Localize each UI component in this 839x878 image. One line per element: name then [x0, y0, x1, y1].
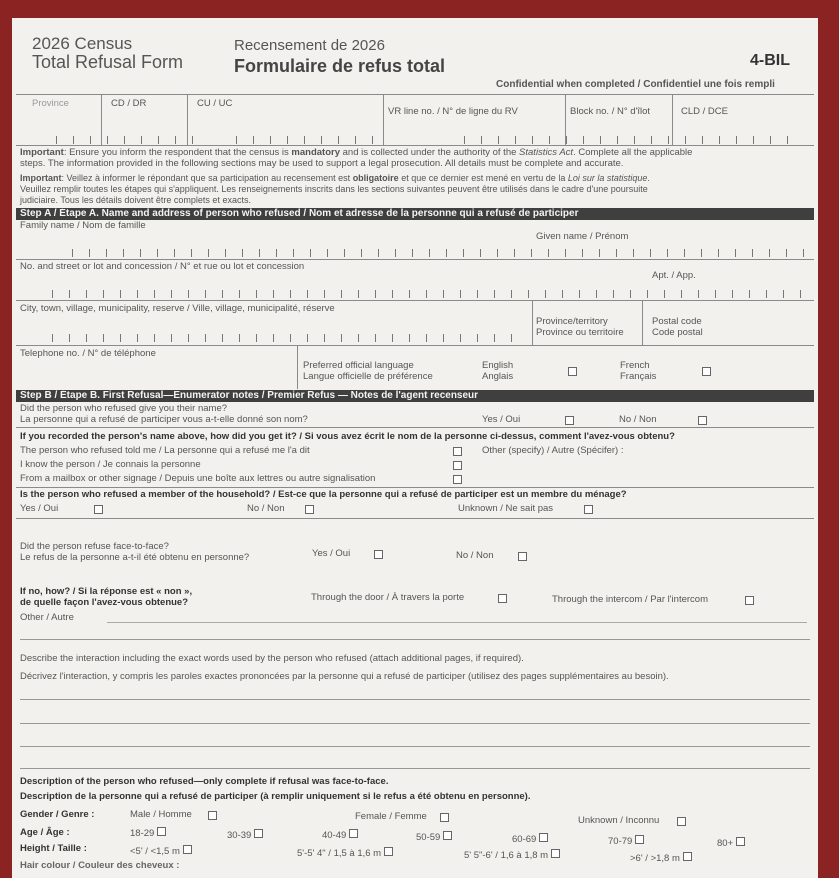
name-entry-ticks[interactable]: [72, 249, 812, 257]
postal-code-label-fr: Code postal: [652, 327, 703, 338]
age-80-plus-checkbox[interactable]: [736, 837, 745, 846]
q2-told-checkbox[interactable]: [453, 447, 462, 456]
age-option-50-59: 50-59: [416, 831, 452, 843]
province-field-label: Province: [32, 98, 69, 109]
other-label: Other / Autre: [20, 612, 74, 623]
age-option-40-49: 40-49: [322, 829, 358, 841]
block-no-label: Block no. / N° d'îlot: [570, 106, 651, 117]
height-4-checkbox[interactable]: [683, 852, 692, 861]
street-label: No. and street or lot and concession / N° et rue ou lot et concession: [20, 261, 305, 272]
notice-fr-line2: Veuillez remplir toutes les étapes qui s'appliquent. Les renseignements inscrits dans les sections suivantes peuvent être utilisés dans le cadre d'une poursuite: [20, 184, 648, 194]
q4-yes-label: Yes / Oui: [312, 548, 351, 559]
cld-label: CLD / DCE: [681, 106, 728, 117]
describe-line-2[interactable]: [20, 723, 810, 724]
age-option-30-39: 30-39: [227, 829, 263, 841]
female-checkbox[interactable]: [440, 813, 449, 822]
q1-fr: La personne qui a refusé de participer vous a-t-elle donné son nom?: [20, 414, 308, 425]
french-label-fr: Français: [620, 371, 657, 382]
q1-no-checkbox[interactable]: [698, 416, 707, 425]
height-option-3: 5' 5"-6' / 1,6 à 1,8 m: [464, 849, 560, 861]
male-checkbox[interactable]: [208, 811, 217, 820]
preferred-language-label-en: Preferred official language: [303, 360, 414, 371]
age-option-70-79: 70-79: [608, 835, 644, 847]
q4-fr: Le refus de la personne a-t-il été obtenu en personne?: [20, 552, 250, 563]
age-60-69-checkbox[interactable]: [539, 833, 548, 842]
q3-question: Is the person who refused a member of the household? / Est-ce que la personne qui a refusé de participer est un membre du ménage?: [20, 489, 627, 500]
through-intercom-label: Through the intercom / Par l'intercom: [552, 594, 708, 605]
census-form-page: [12, 18, 818, 878]
given-name-label: Given name / Prénom: [536, 231, 629, 242]
unknown-gender-checkbox[interactable]: [677, 817, 686, 826]
preferred-language-label-fr: Langue officielle de préférence: [303, 371, 433, 382]
english-label-fr: Anglais: [482, 371, 514, 382]
q1-en: Did the person who refused give you their name?: [20, 403, 228, 414]
english-checkbox[interactable]: [568, 367, 577, 376]
q4-no-checkbox[interactable]: [518, 552, 527, 561]
age-option-60-69: 60-69: [512, 833, 548, 845]
q4-en: Did the person refuse face-to-face?: [20, 541, 169, 552]
age-option-80-plus: 80+: [717, 837, 745, 849]
height-option-2: 5'-5' 4" / 1,5 à 1,6 m: [297, 847, 393, 859]
q2-mailbox-checkbox[interactable]: [453, 475, 462, 484]
confidential-note: Confidential when completed / Confidentiel une fois rempli: [496, 79, 775, 90]
id-entry-ticks[interactable]: [56, 136, 206, 144]
hair-colour-label: Hair colour / Couleur des cheveux :: [20, 860, 180, 871]
cd-field-label: CD / DR: [111, 98, 147, 109]
through-door-label: Through the door / À travers la porte: [311, 592, 465, 603]
cu-field-label: CU / UC: [197, 98, 233, 109]
q5-en: If no, how? / Si la réponse est « non »,: [20, 586, 193, 597]
q1-no-label: No / Non: [619, 414, 657, 425]
q3-no-label: No / Non: [247, 503, 285, 514]
describe-interaction-en: Describe the interaction including the exact words used by the person who refused (attach additional pages, if required).: [20, 653, 524, 664]
vr-line-label: VR line no. / N° de ligne du RV: [388, 106, 518, 117]
q2-know-checkbox[interactable]: [453, 461, 462, 470]
postal-code-label-en: Postal code: [652, 316, 702, 327]
q2-option-know: I know the person / Je connais la personne: [20, 459, 201, 470]
cu-entry-ticks[interactable]: [236, 136, 376, 144]
age-label: Age / Âge :: [20, 827, 70, 838]
height-3-checkbox[interactable]: [551, 849, 560, 858]
step-a-header: Step A / Étape A. Name and address of person who refused / Nom et adresse de la personne qui a refusé de participer: [16, 208, 814, 220]
q2-option-other: Other (specify) / Autre (Spécifer) :: [482, 445, 624, 456]
height-2-checkbox[interactable]: [384, 847, 393, 856]
describe-line-3[interactable]: [20, 746, 810, 747]
age-option-18-29: 18-29: [130, 827, 166, 839]
other-entry-line[interactable]: [107, 622, 807, 623]
province-territory-label-en: Province/territory: [536, 316, 608, 327]
unknown-gender-label: Unknown / Inconnu: [578, 815, 660, 826]
province-territory-label-fr: Province ou territoire: [536, 327, 624, 338]
block-entry-ticks[interactable]: [464, 136, 804, 144]
male-label: Male / Homme: [130, 809, 192, 820]
describe-line-1[interactable]: [20, 699, 810, 700]
form-code: 4-BIL: [750, 52, 790, 69]
q4-yes-checkbox[interactable]: [374, 550, 383, 559]
through-door-checkbox[interactable]: [498, 594, 507, 603]
family-name-label: Family name / Nom de famille: [20, 220, 146, 231]
q3-yes-label: Yes / Oui: [20, 503, 59, 514]
q2-option-mailbox: From a mailbox or other signage / Depuis une boîte aux lettres ou autre signalisation: [20, 473, 376, 484]
age-70-79-checkbox[interactable]: [635, 835, 644, 844]
apt-label: Apt. / App.: [652, 270, 696, 281]
step-b-header: Step B / Étape B. First Refusal—Enumerator notes / Premier Refus — Notes de l'agent recenseur: [16, 390, 814, 402]
notice-fr-line1: Important: Veillez à informer le répondant que sa participation au recensement est obligatoire et que ce dernier est mené en vertu de la Loi sur la statistique.: [20, 173, 650, 183]
form-title-en: Total Refusal Form: [32, 52, 184, 72]
through-intercom-checkbox[interactable]: [745, 596, 754, 605]
height-option-1: <5' / <1,5 m: [130, 845, 192, 857]
describe-line-4[interactable]: [20, 768, 810, 769]
q5-fr: de quelle façon l'avez-vous obtenue?: [20, 597, 189, 608]
french-checkbox[interactable]: [702, 367, 711, 376]
age-50-59-checkbox[interactable]: [443, 831, 452, 840]
age-30-39-checkbox[interactable]: [254, 829, 263, 838]
description-person-en: Description of the person who refused—only complete if refusal was face-to-face.: [20, 776, 389, 787]
english-label-en: English: [482, 360, 514, 371]
q3-unknown-checkbox[interactable]: [584, 505, 593, 514]
height-option-4: >6' / >1,8 m: [630, 852, 692, 864]
notice-en-line2: steps. The information provided in the following sections may be used to support a legal prosecution. All details must be complete and accurate.: [20, 158, 624, 169]
notice-fr-line3: judiciaire. Tous les détails doivent être complets et exacts.: [20, 195, 251, 205]
city-entry-ticks[interactable]: [52, 334, 522, 342]
q1-yes-label: Yes / Oui: [482, 414, 521, 425]
notice-en-line1: Important: Ensure you inform the respondent that the census is mandatory and is collected under the authority of the Statistics Act. Complete all the applicable: [20, 147, 693, 158]
census-year-fr: Recensement de 2026: [234, 37, 385, 54]
describe-interaction-fr: Décrivez l'interaction, y compris les paroles exactes prononcées par la personne qui a refusé de participer (utilisez des pages supplémentaires au besoin).: [20, 671, 669, 682]
age-18-29-checkbox[interactable]: [157, 827, 166, 836]
q4-no-label: No / Non: [456, 550, 494, 561]
telephone-label: Telephone no. / N° de téléphone: [20, 348, 156, 359]
q3-no-checkbox[interactable]: [305, 505, 314, 514]
street-entry-ticks[interactable]: [52, 290, 812, 298]
city-label: City, town, village, municipality, reserve / Ville, village, municipalité, réserve: [20, 303, 335, 314]
female-label: Female / Femme: [355, 811, 427, 822]
census-year-en: 2026 Census: [32, 34, 133, 53]
form-title-fr: Formulaire de refus total: [234, 56, 446, 76]
french-label-en: French: [620, 360, 650, 371]
height-1-checkbox[interactable]: [183, 845, 192, 854]
gender-label: Gender / Genre :: [20, 809, 95, 820]
description-person-fr: Description de la personne qui a refusé de participer (à remplir uniquement si le refus a été obtenu en personne).: [20, 791, 531, 802]
q1-yes-checkbox[interactable]: [565, 416, 574, 425]
height-label: Height / Taille :: [20, 843, 87, 854]
q3-unknown-label: Unknown / Ne sait pas: [458, 503, 554, 514]
q2-question: If you recorded the person's name above, how did you get it? / Si vous avez écrit le nom de la personne ci-dessus, comment l'avez-vous obtenu?: [20, 431, 675, 442]
age-40-49-checkbox[interactable]: [349, 829, 358, 838]
q3-yes-checkbox[interactable]: [94, 505, 103, 514]
q2-option-told: The person who refused told me / La personne qui a refusé me l'a dit: [20, 445, 310, 456]
